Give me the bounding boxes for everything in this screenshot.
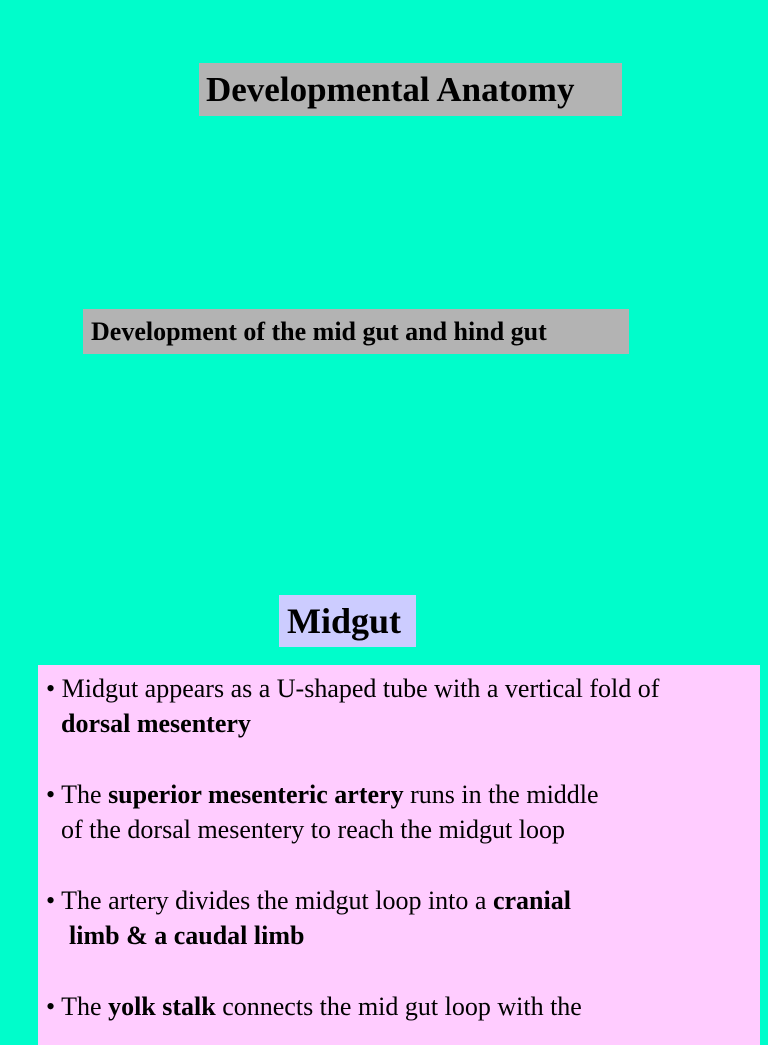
bullet-line xyxy=(46,671,760,706)
bullet-marker: • xyxy=(46,780,62,809)
bullet-line xyxy=(46,918,760,953)
bullet-line xyxy=(46,883,760,918)
bullet-text: The xyxy=(61,780,109,809)
slide-title: Developmental Anatomy xyxy=(199,63,622,116)
bold-term: dorsal mesentery xyxy=(61,709,251,738)
bullet-text: Midgut appears as a U-shaped tube with a vertical fold of xyxy=(61,674,660,703)
bullet-line xyxy=(46,812,760,847)
bullet-marker: • xyxy=(46,886,62,915)
bullet-item xyxy=(46,777,760,847)
bullet-text: connects the mid gut loop with the xyxy=(215,992,582,1021)
bullet-marker: • xyxy=(46,674,62,703)
section-heading: Midgut xyxy=(279,595,416,647)
bold-term: yolk stalk xyxy=(108,992,216,1021)
bullet-text: The xyxy=(61,992,109,1021)
bullet-text: The artery divides the midgut loop into a xyxy=(61,886,493,915)
bullet-text: of the dorsal mesentery to reach the midgut loop xyxy=(61,815,565,844)
bullet-line xyxy=(46,706,760,741)
bold-term: superior mesenteric artery xyxy=(108,780,404,809)
bullet-marker: • xyxy=(46,992,62,1021)
bullet-list xyxy=(38,665,760,1045)
bullet-text: runs in the middle xyxy=(403,780,599,809)
bullet-line xyxy=(46,989,760,1024)
bullet-item xyxy=(46,989,760,1024)
bullet-line xyxy=(46,777,760,812)
bold-term: cranial xyxy=(492,886,571,915)
slide-subtitle: Development of the mid gut and hind gut xyxy=(83,309,629,354)
bold-term: limb & a caudal limb xyxy=(69,921,305,950)
bullet-item xyxy=(46,883,760,953)
bullet-item xyxy=(46,671,760,741)
